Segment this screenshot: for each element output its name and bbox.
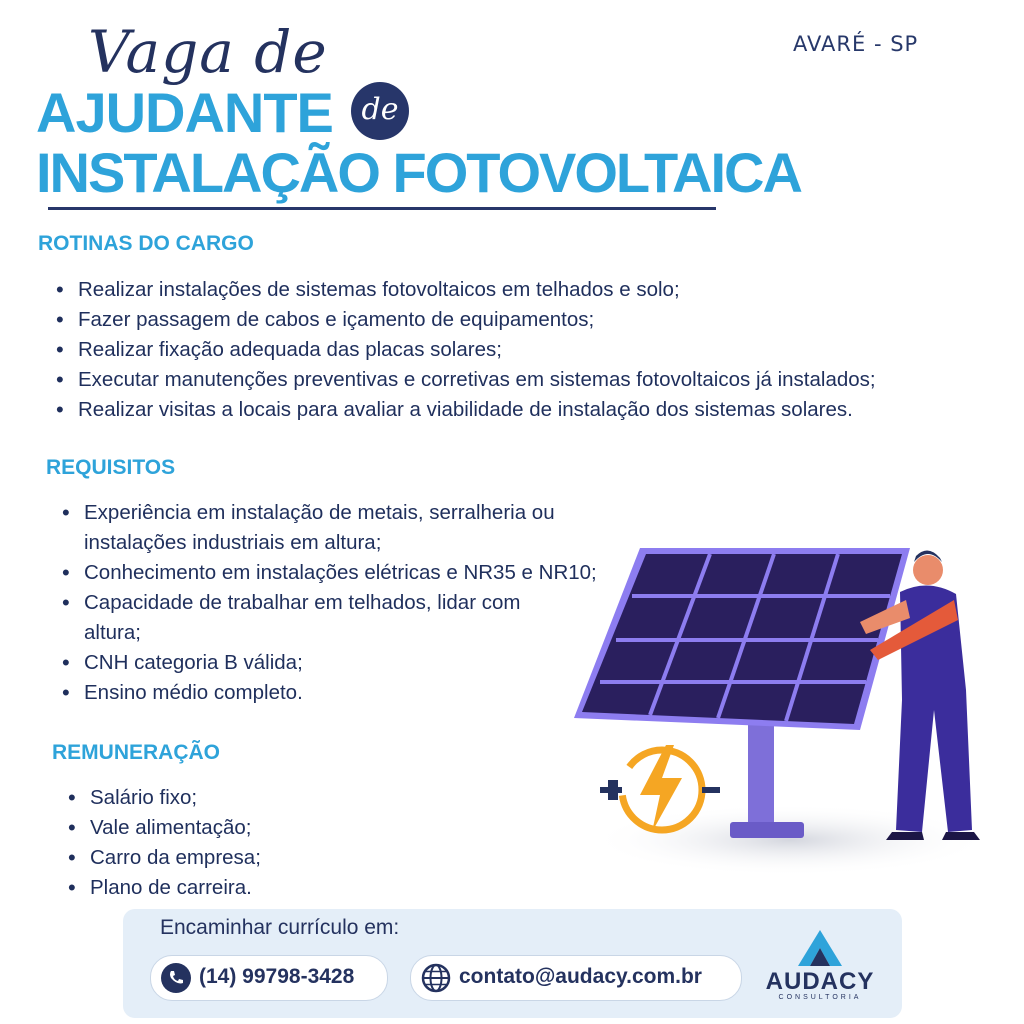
list-item: • Salário fixo;	[66, 783, 466, 813]
connector-badge: de	[351, 82, 409, 140]
list-item: • Realizar instalações de sistemas fotovoltaicos em telhados e solo;	[54, 275, 1014, 305]
remuneracao-list	[66, 783, 466, 903]
panel-pole	[748, 710, 774, 830]
solar-panel	[574, 548, 910, 730]
section-heading-rotinas: ROTINAS DO CARGO	[38, 232, 254, 255]
list-item: • Vale alimentação;	[66, 813, 466, 843]
phone-icon	[161, 963, 191, 993]
audacy-logo-mark	[794, 928, 846, 968]
list-item: • CNH categoria B válida;	[60, 648, 620, 678]
phone-number: (14) 99798-3428	[199, 965, 355, 988]
list-item: • Capacidade de trabalhar em telhados, lidar com altura;	[60, 588, 564, 648]
list-item: • Plano de carreira.	[66, 873, 466, 903]
list-item: • Realizar fixação adequada das placas solares;	[54, 335, 1014, 365]
section-heading-requisitos: REQUISITOS	[46, 456, 176, 479]
pole-base	[730, 822, 804, 838]
email-address: contato@audacy.com.br	[459, 965, 702, 988]
location-label: AVARÉ - SP	[793, 32, 919, 56]
list-item: • Fazer passagem de cabos e içamento de equipamentos;	[54, 305, 1014, 335]
logo-name: AUDACY	[765, 968, 875, 995]
list-item: • Ensino médio completo.	[60, 678, 620, 708]
list-item: • Realizar visitas a locais para avaliar a viabilidade de instalação dos sistemas solares.	[54, 395, 1014, 425]
solar-installer-illustration	[570, 540, 990, 880]
pretitle: Vaga de	[88, 18, 328, 86]
list-item: • Experiência em instalação de metais, serralheria ou instalações industriais em altura;	[60, 498, 604, 558]
footer-label: Encaminhar currículo em:	[160, 916, 400, 939]
section-heading-remuneracao: REMUNERAÇÃO	[52, 741, 220, 764]
phone-contact[interactable]	[150, 955, 388, 1001]
rotinas-list	[54, 275, 1014, 425]
ground-shadow	[590, 804, 990, 876]
globe-icon	[421, 963, 451, 993]
requisitos-list	[60, 498, 620, 708]
list-item: • Carro da empresa;	[66, 843, 466, 873]
email-contact[interactable]	[410, 955, 742, 1001]
job-title-line2: INSTALAÇÃO FOTOVOLTAICA	[36, 141, 801, 204]
title-divider	[48, 207, 716, 210]
list-item: • Executar manutenções preventivas e corretivas em sistemas fotovoltaicos já instalados;	[54, 365, 948, 395]
list-item: • Conhecimento em instalações elétricas e NR35 e NR10;	[60, 558, 604, 588]
logo-subtitle: CONSULTORIA	[778, 994, 862, 1001]
job-title-line1: AJUDANTE	[36, 81, 333, 144]
